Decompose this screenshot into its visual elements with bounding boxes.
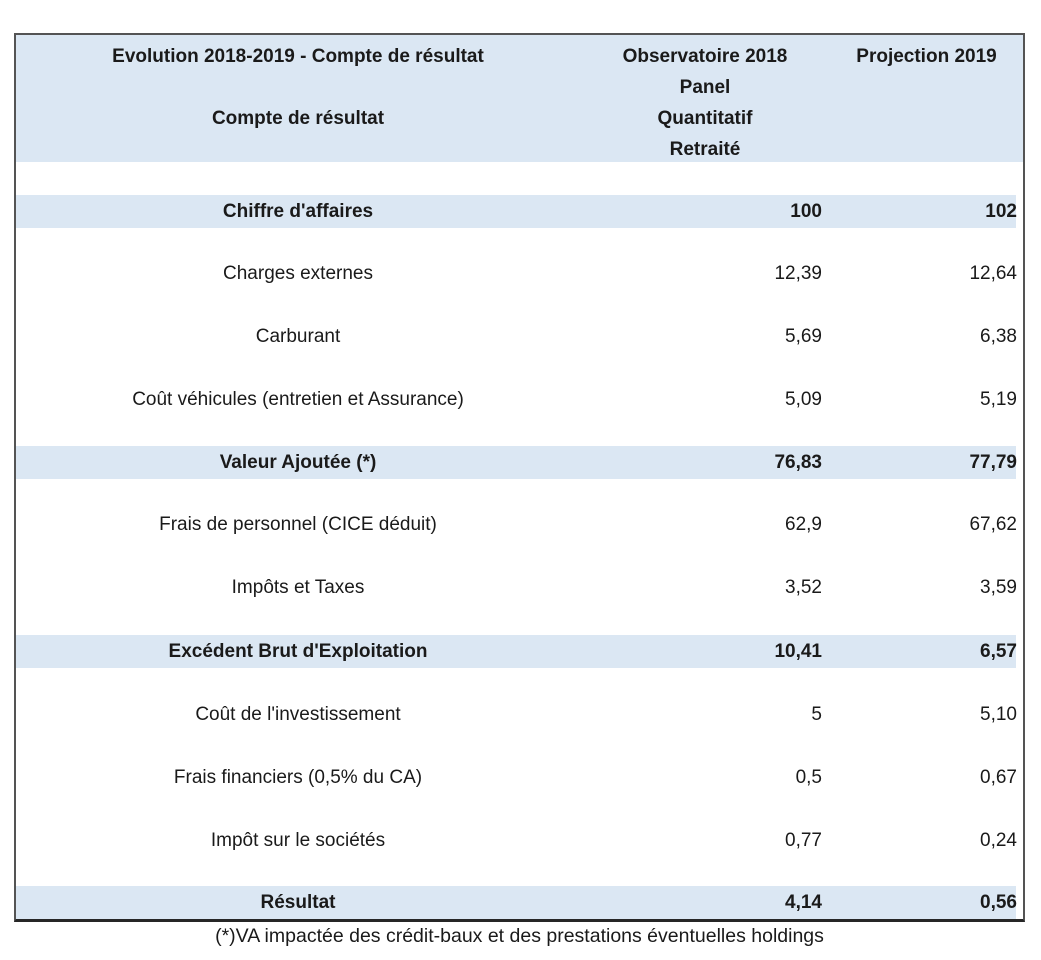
- table-row-valeur-ajoutee: [16, 446, 1023, 479]
- value-2019: 0,24: [980, 829, 1017, 851]
- value-2018: 12,39: [774, 262, 822, 284]
- value-2018: 3,52: [785, 576, 822, 598]
- row-label: Impôt sur le sociétés: [210, 829, 386, 851]
- value-2019: 5,19: [980, 388, 1017, 410]
- table-row-cout-vehicules: [16, 368, 1023, 431]
- value-2019: 77,79: [969, 451, 1017, 473]
- row-label: Frais financiers (0,5% du CA): [173, 766, 423, 788]
- value-2019: 0,67: [980, 766, 1017, 788]
- row-label: Excédent Brut d'Exploitation: [168, 640, 428, 662]
- header-col-2019-label: Projection 2019: [856, 46, 997, 67]
- row-label: Résultat: [260, 891, 336, 913]
- table-row-charges-externes: [16, 242, 1023, 305]
- header-col-2018-line: Quantitatif: [657, 108, 753, 129]
- value-2019: 6,57: [980, 640, 1017, 662]
- value-2019: 67,62: [969, 513, 1017, 535]
- empty-row: [16, 162, 1023, 195]
- row-label: Carburant: [255, 325, 341, 347]
- header-col-2018: [580, 35, 830, 162]
- value-2018: 5,09: [785, 388, 822, 410]
- row-label: Frais de personnel (CICE déduit): [159, 513, 437, 535]
- row-label: Coût de l'investissement: [195, 703, 401, 725]
- value-2018: 62,9: [785, 513, 822, 535]
- table-row-cout-investissement: [16, 683, 1023, 746]
- table-header: [16, 35, 1023, 162]
- table-row-excedent-brut: [16, 635, 1023, 668]
- row-gap: [16, 619, 1023, 635]
- value-2018: 5: [811, 703, 822, 725]
- value-2018: 100: [790, 200, 822, 222]
- row-gap: [16, 431, 1023, 446]
- row-label: Chiffre d'affaires: [222, 200, 374, 222]
- header-col-2019: [830, 35, 1023, 162]
- table-row-frais-financiers: [16, 746, 1023, 809]
- row-label: Valeur Ajoutée (*): [219, 451, 377, 473]
- header-col-2018-line: Retraité: [669, 139, 741, 160]
- results-table: [14, 33, 1025, 922]
- value-2018: 0,77: [785, 829, 822, 851]
- value-2019: 102: [985, 200, 1017, 222]
- row-gap: [16, 479, 1023, 493]
- footnote: (*)VA impactée des crédit-baux et des prestations éventuelles holdings: [215, 925, 824, 947]
- row-gap: [16, 668, 1023, 683]
- table-row-frais-personnel: [16, 493, 1023, 556]
- value-2018: 10,41: [774, 640, 822, 662]
- row-gap: [16, 872, 1023, 886]
- table-row-carburant: [16, 305, 1023, 368]
- value-2018: 76,83: [774, 451, 822, 473]
- header-title: Evolution 2018-2019 - Compte de résultat: [112, 46, 484, 67]
- row-label: Impôts et Taxes: [231, 576, 365, 598]
- value-2018: 5,69: [785, 325, 822, 347]
- row-gap: [16, 228, 1023, 242]
- value-2019: 6,38: [980, 325, 1017, 347]
- header-label-column: [16, 35, 580, 162]
- table-row-impots-taxes: [16, 556, 1023, 619]
- header-col-2018-line: Panel: [679, 77, 731, 98]
- header-subtitle: Compte de résultat: [211, 108, 385, 129]
- value-2019: 5,10: [980, 703, 1017, 725]
- value-2018: 4,14: [785, 891, 822, 913]
- table-row-chiffre-daffaires: [16, 195, 1023, 228]
- table-row-impot-societes: [16, 809, 1023, 872]
- row-label: Charges externes: [223, 262, 373, 284]
- value-2019: 0,56: [980, 891, 1017, 913]
- header-col-2018-line: Observatoire 2018: [622, 46, 788, 67]
- table-row-resultat: [16, 886, 1023, 919]
- row-label: Coût véhicules (entretien et Assurance): [132, 388, 464, 410]
- value-2018: 0,5: [795, 766, 822, 788]
- value-2019: 3,59: [980, 576, 1017, 598]
- value-2019: 12,64: [969, 262, 1017, 284]
